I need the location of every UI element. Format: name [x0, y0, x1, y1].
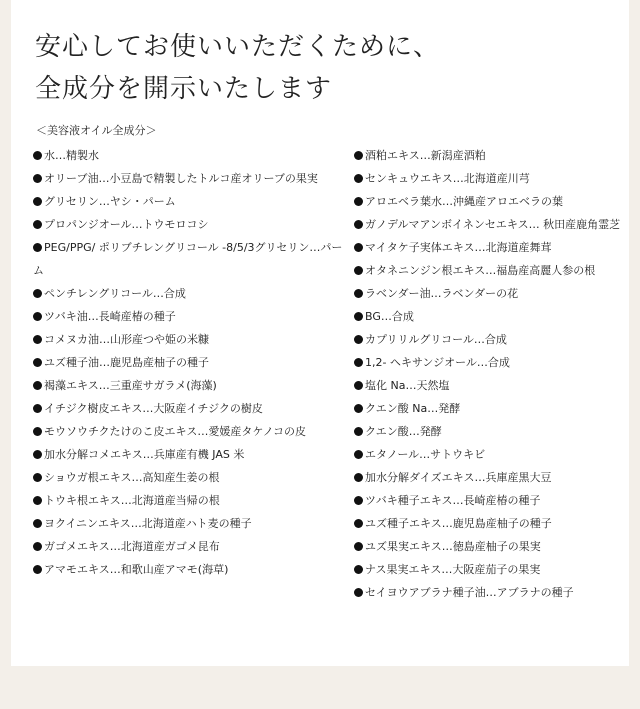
- ingredient-list-right: [354, 144, 630, 604]
- ingredient-item: モウソウチクたけのこ皮エキス…愛媛産タケノコの皮: [33, 420, 343, 443]
- ingredient-item: マイタケ子実体エキス…北海道産舞茸: [354, 236, 630, 259]
- ingredient-item: アロエベラ葉水…沖縄産アロエベラの葉: [354, 190, 630, 213]
- ingredient-item: ガノデルマアンボイネンセエキス… 秋田産鹿角霊芝: [354, 213, 630, 236]
- ingredient-item: ユズ果実エキス…徳島産柚子の果実: [354, 535, 630, 558]
- title-line-2: 全成分を開示いたします: [35, 74, 333, 104]
- ingredient-item: セイヨウアブラナ種子油…アブラナの種子: [354, 581, 630, 604]
- ingredient-item: 塩化 Na…天然塩: [354, 374, 630, 397]
- section-label: ＜美容液オイル全成分＞: [36, 124, 157, 137]
- ingredient-item: ラベンダー油…ラベンダーの花: [354, 282, 630, 305]
- ingredients-card: [11, 0, 629, 666]
- ingredient-item: アマモエキス…和歌山産アマモ(海草): [33, 558, 343, 581]
- ingredient-item: イチジク樹皮エキス…大阪産イチジクの樹皮: [33, 397, 343, 420]
- ingredient-list-left: [33, 144, 343, 581]
- ingredient-item: クエン酸…発酵: [354, 420, 630, 443]
- ingredient-item: 褐藻エキス…三重産サガラメ(海藻): [33, 374, 343, 397]
- ingredient-item: プロパンジオール…トウモロコシ: [33, 213, 343, 236]
- ingredient-item: ペンチレングリコール…合成: [33, 282, 343, 305]
- ingredient-item: オタネニンジン根エキス…福島産高麗人参の根: [354, 259, 630, 282]
- ingredient-item: ガゴメエキス…北海道産ガゴメ昆布: [33, 535, 343, 558]
- ingredient-item: オリーブ油…小豆島で精製したトルコ産オリーブの果実: [33, 167, 343, 190]
- ingredient-item: PEG/PPG/ ポリブチレングリコール -8/5/3グリセリン…パーム: [33, 236, 343, 282]
- ingredient-item: 酒粕エキス…新潟産酒粕: [354, 144, 630, 167]
- page-title: [35, 26, 440, 110]
- ingredient-item: ショウガ根エキス…高知産生姜の根: [33, 466, 343, 489]
- ingredient-item: 加水分解ダイズエキス…兵庫産黒大豆: [354, 466, 630, 489]
- ingredient-item: 加水分解コメエキス…兵庫産有機 JAS 米: [33, 443, 343, 466]
- ingredient-item: グリセリン…ヤシ・パーム: [33, 190, 343, 213]
- ingredient-item: 水…精製水: [33, 144, 343, 167]
- ingredient-item: BG…合成: [354, 305, 630, 328]
- ingredient-item: ユズ種子エキス…鹿児島産柚子の種子: [354, 512, 630, 535]
- ingredient-item: カプリリルグリコール…合成: [354, 328, 630, 351]
- ingredient-item: ツバキ油…長崎産椿の種子: [33, 305, 343, 328]
- ingredient-item: ナス果実エキス…大阪産茄子の果実: [354, 558, 630, 581]
- ingredient-item: ユズ種子油…鹿児島産柚子の種子: [33, 351, 343, 374]
- ingredient-item: 1,2- ヘキサンジオール…合成: [354, 351, 630, 374]
- ingredient-item: エタノール…サトウキビ: [354, 443, 630, 466]
- ingredient-item: ヨクイニンエキス…北海道産ハト麦の種子: [33, 512, 343, 535]
- ingredient-item: センキュウエキス…北海道産川芎: [354, 167, 630, 190]
- title-line-1: 安心してお使いいただくために、: [35, 32, 441, 62]
- ingredient-item: ツバキ種子エキス…長崎産椿の種子: [354, 489, 630, 512]
- ingredient-item: コメヌカ油…山形産つや姫の米糠: [33, 328, 343, 351]
- ingredient-item: トウキ根エキス…北海道産当帰の根: [33, 489, 343, 512]
- ingredient-item: クエン酸 Na…発酵: [354, 397, 630, 420]
